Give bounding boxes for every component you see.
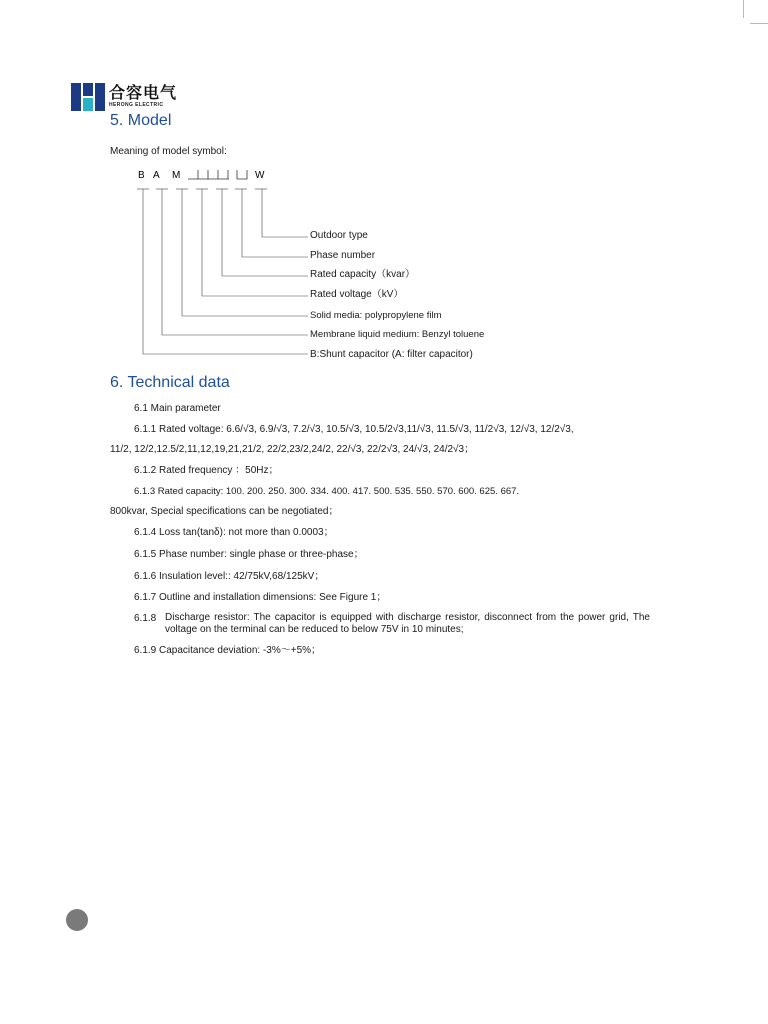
logo-mark-icon	[71, 83, 105, 111]
capacitance-deviation: 6.1.9 Capacitance deviation: -3%～+5%；	[134, 645, 322, 656]
rated-capacity-line2: 800kvar, Special specifications can be negotiated；	[110, 506, 339, 517]
discharge-resistor-text: Discharge resistor: The capacitor is equipped with discharge resistor, disconnect from the power grid, The voltage on the terminal can be reduced to below 75V in 10 minutes;	[165, 612, 650, 635]
section5-heading: 5. Model	[110, 112, 172, 129]
rated-capacity-line1: 6.1.3 Rated capacity: 100. 200. 250. 300. 334. 400. 417. 500. 535. 550. 570. 600. 625. 667.	[134, 486, 520, 497]
symbol-m: M	[172, 170, 181, 181]
discharge-resistor-number: 6.1.8	[134, 613, 157, 624]
symbol-w: W	[255, 170, 265, 181]
logo-name-cn: 合容电气	[109, 83, 178, 102]
crop-mark-vertical	[743, 0, 744, 18]
leader-lines	[137, 189, 308, 354]
label-rated-capacity: Rated capacity（kvar）	[310, 269, 416, 280]
main-parameter: 6.1 Main parameter	[134, 403, 221, 414]
rated-voltage-line2: 11/2, 12/2,12.5/2,11,12,19,21,21/2, 22/2,23/2,24/2, 22/√3, 22/2√3, 24/√3, 24/2√3；	[110, 444, 475, 455]
logo-name-en: HERONG ELECTRIC	[109, 102, 164, 108]
symbol-placeholders	[188, 170, 247, 179]
model-intro: Meaning of model symbol:	[110, 146, 227, 157]
symbol-b: B	[138, 170, 145, 181]
model-symbol-diagram	[0, 0, 768, 370]
label-rated-voltage: Rated voltage（kV）	[310, 289, 404, 300]
section6-heading: 6. Technical data	[110, 374, 230, 391]
label-shunt-capacitor: B:Shunt capacitor (A: filter capacitor)	[310, 349, 473, 360]
symbol-a: A	[153, 170, 160, 181]
loss-tangent: 6.1.4 Loss tan(tanδ): not more than 0.0003；	[134, 527, 334, 538]
crop-mark-horizontal	[750, 23, 768, 24]
label-solid-media: Solid media: polypropylene film	[310, 310, 442, 321]
page-marker	[66, 909, 88, 931]
label-phase-number: Phase number	[310, 250, 376, 261]
insulation-level: 6.1.6 Insulation level:: 42/75kV,68/125kV；	[134, 571, 325, 582]
rated-voltage-line1: 6.1.1 Rated voltage: 6.6/√3, 6.9/√3, 7.2/√3, 10.5/√3, 10.5/2√3,11/√3, 11.5/√3, 11/2√3, 12/√3, 12/2√3,	[134, 424, 574, 435]
rated-frequency: 6.1.2 Rated frequency ：50Hz；	[134, 465, 279, 476]
outline-dimensions: 6.1.7 Outline and installation dimensions: See Figure 1；	[134, 592, 387, 603]
phase-number: 6.1.5 Phase number: single phase or three-phase；	[134, 549, 364, 560]
label-liquid-medium: Membrane liquid medium: Benzyl toluene	[310, 329, 485, 340]
label-outdoor-type: Outdoor type	[310, 230, 368, 241]
company-logo	[71, 83, 181, 111]
